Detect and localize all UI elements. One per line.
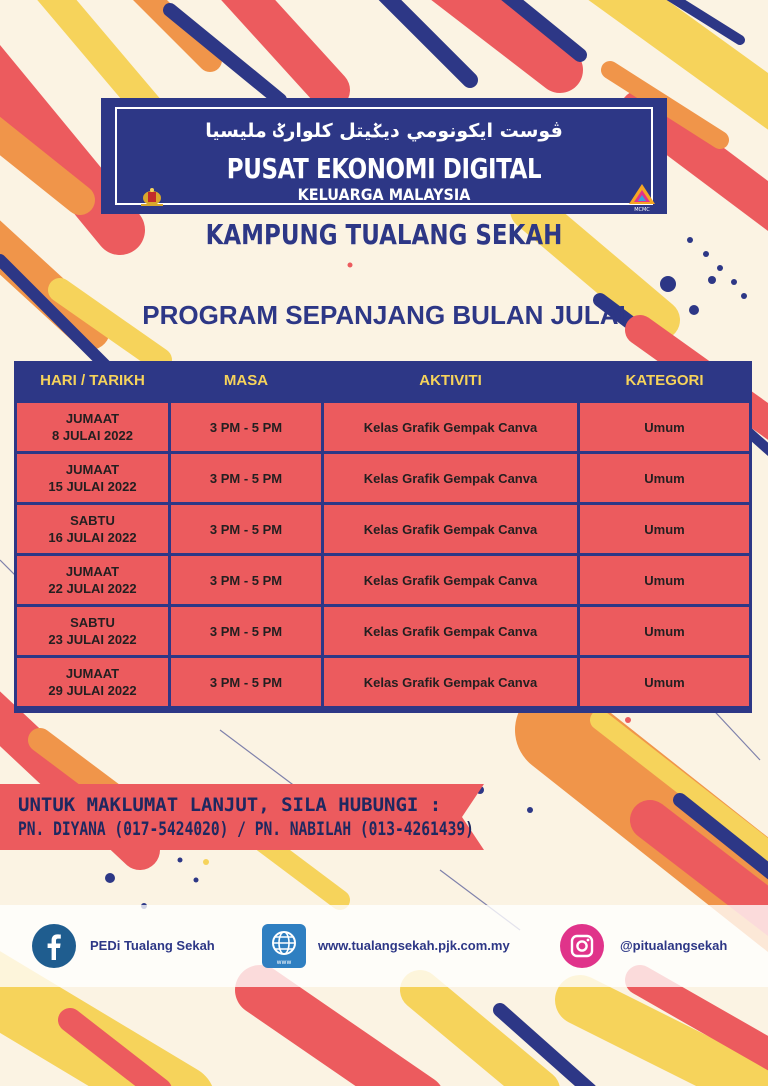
- category-cell: Umum: [580, 658, 749, 706]
- instagram-icon[interactable]: [560, 924, 604, 968]
- day-label: SABTU: [70, 513, 115, 528]
- contact-banner: [0, 784, 484, 850]
- svg-text:MCMC: MCMC: [634, 207, 650, 212]
- facebook-icon[interactable]: [32, 924, 76, 968]
- svg-text:www: www: [276, 959, 292, 966]
- header-title: PUSAT EKONOMI DIGITAL: [226, 152, 542, 185]
- table-row: [17, 556, 749, 604]
- header-banner: [101, 98, 667, 214]
- program-title: PROGRAM SEPANJANG BULAN JULAI: [142, 300, 626, 330]
- date-label: 16 JULAI 2022: [48, 530, 137, 545]
- activity-cell: Kelas Grafik Gempak Canva: [324, 607, 577, 655]
- activity-cell: Kelas Grafik Gempak Canva: [324, 505, 577, 553]
- table-row: [17, 607, 749, 655]
- time-cell: 3 PM - 5 PM: [171, 607, 321, 655]
- header-jawi-title: ڤوست ايكونومي ديݢيتل كلوارݢ مليسيا: [205, 120, 563, 142]
- activity-cell: Kelas Grafik Gempak Canva: [324, 403, 577, 451]
- time-cell: 3 PM - 5 PM: [171, 556, 321, 604]
- date-label: 22 JULAI 2022: [48, 581, 137, 596]
- category-cell: Umum: [580, 556, 749, 604]
- header-time: MASA: [223, 372, 269, 389]
- day-label: SABTU: [70, 615, 115, 630]
- day-label: JUMAAT: [65, 666, 120, 681]
- contact-persons: PN. DIYANA (017-5424020) / PN. NABILAH (013-4261439): [18, 818, 474, 840]
- time-cell: 3 PM - 5 PM: [171, 658, 321, 706]
- category-cell: Umum: [580, 454, 749, 502]
- day-label: JUMAAT: [65, 564, 120, 579]
- contact-heading: UNTUK MAKLUMAT LANJUT, SILA HUBUNGI :: [18, 794, 442, 816]
- day-label: JUMAAT: [65, 462, 120, 477]
- date-label: 15 JULAI 2022: [48, 479, 137, 494]
- date-label: 23 JULAI 2022: [48, 632, 137, 647]
- malaysia-crest-icon: [139, 187, 165, 207]
- activity-cell: Kelas Grafik Gempak Canva: [324, 556, 577, 604]
- facebook-link[interactable]: PEDi Tualang Sekah: [90, 938, 215, 953]
- date-label: 8 JULAI 2022: [52, 428, 133, 443]
- date-label: 29 JULAI 2022: [48, 683, 137, 698]
- table-row: [17, 658, 749, 706]
- table-header: [14, 361, 752, 401]
- date-cell: [17, 658, 168, 706]
- category-cell: Umum: [580, 607, 749, 655]
- website-link[interactable]: www.tualangsekah.pjk.com.my: [318, 938, 510, 953]
- time-cell: 3 PM - 5 PM: [171, 454, 321, 502]
- table-row: [17, 403, 749, 451]
- table-row: [17, 505, 749, 553]
- time-cell: 3 PM - 5 PM: [171, 505, 321, 553]
- location-title: KAMPUNG TUALANG SEKAH: [205, 218, 563, 251]
- header-date: HARI / TARIKH: [40, 372, 145, 389]
- header-subtitle: KELUARGA MALAYSIA: [297, 185, 471, 204]
- activity-cell: Kelas Grafik Gempak Canva: [324, 658, 577, 706]
- category-cell: Umum: [580, 505, 749, 553]
- time-cell: 3 PM - 5 PM: [171, 403, 321, 451]
- day-label: JUMAAT: [65, 411, 120, 426]
- date-cell: [17, 556, 168, 604]
- globe-icon[interactable]: [262, 924, 306, 968]
- category-cell: Umum: [580, 403, 749, 451]
- date-cell: [17, 454, 168, 502]
- date-cell: [17, 403, 168, 451]
- mcmc-logo-icon: [627, 182, 657, 212]
- schedule-table: [14, 361, 752, 713]
- header-frame: [115, 107, 653, 212]
- date-cell: [17, 505, 168, 553]
- header-activity: AKTIVITI: [419, 372, 482, 389]
- instagram-link[interactable]: @pitualangsekah: [620, 938, 728, 953]
- header-category: KATEGORI: [625, 372, 704, 389]
- table-row: [17, 454, 749, 502]
- date-cell: [17, 607, 168, 655]
- activity-cell: Kelas Grafik Gempak Canva: [324, 454, 577, 502]
- footer-bar: [0, 905, 768, 987]
